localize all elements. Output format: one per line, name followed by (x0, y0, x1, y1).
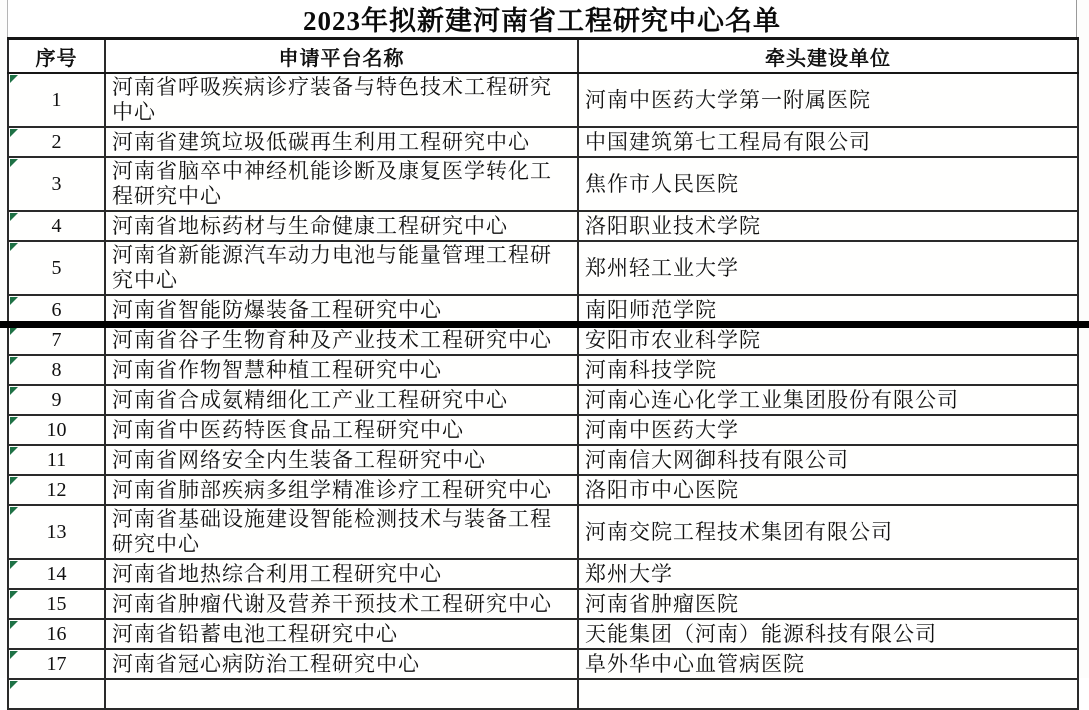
cell-serial-number (8, 445, 105, 475)
table-row (8, 505, 1078, 559)
cell-platform-name: 河南省智能防爆装备工程研究中心 (105, 295, 578, 325)
cell-platform-name: 河南省网络安全内生装备工程研究中心 (105, 445, 578, 475)
serial-number-text: 15 (46, 592, 67, 615)
cell-lead-unit: 河南心连心化学工业集团股份有限公司 (578, 385, 1078, 415)
cell-corner-triangle-icon (10, 561, 18, 569)
cell-corner-triangle-icon (10, 159, 18, 167)
table-body (8, 73, 1078, 709)
table-row (8, 241, 1078, 295)
cell-lead-unit: 洛阳市中心医院 (578, 475, 1078, 505)
table-row (8, 445, 1078, 475)
cell-serial-number (8, 559, 105, 589)
cell-platform-name: 河南省作物智慧种植工程研究中心 (105, 355, 578, 385)
cell-lead-unit: 中国建筑第七工程局有限公司 (578, 127, 1078, 157)
cell-platform-name: 河南省地热综合利用工程研究中心 (105, 559, 578, 589)
table-row (8, 385, 1078, 415)
header-lead-unit: 牵头建设单位 (578, 39, 1078, 74)
table-row (8, 73, 1078, 127)
cell-corner-triangle-icon (10, 297, 18, 305)
cell-lead-unit: 河南省肿瘤医院 (578, 589, 1078, 619)
cell-corner-triangle-icon (10, 75, 18, 83)
cell-serial-number (8, 73, 105, 127)
serial-number-text: 14 (46, 562, 67, 585)
cell-platform-name: 河南省合成氨精细化工产业工程研究中心 (105, 385, 578, 415)
cell-platform-name: 河南省脑卒中神经机能诊断及康复医学转化工程研究中心 (105, 157, 578, 211)
black-highlight-line (0, 321, 1089, 328)
table-row (8, 415, 1078, 445)
cell-platform-name: 河南省新能源汽车动力电池与能量管理工程研究中心 (105, 241, 578, 295)
table-row (8, 127, 1078, 157)
table-row (8, 619, 1078, 649)
cell-lead-unit: 河南科技学院 (578, 355, 1078, 385)
cell-lead-unit: 阜外华中心血管病医院 (578, 649, 1078, 679)
table-row (8, 649, 1078, 679)
serial-number-text: 10 (46, 418, 67, 441)
header-platform-name: 申请平台名称 (105, 39, 578, 74)
cell-platform-name: 河南省冠心病防治工程研究中心 (105, 649, 578, 679)
cell-platform-name (105, 679, 578, 709)
serial-number-text: 12 (46, 478, 67, 501)
serial-number-text: 3 (51, 172, 62, 195)
table-row (8, 211, 1078, 241)
cell-platform-name: 河南省谷子生物育种及产业技术工程研究中心 (105, 325, 578, 355)
cell-lead-unit: 安阳市农业科学院 (578, 325, 1078, 355)
cell-corner-triangle-icon (10, 243, 18, 251)
table-header (8, 39, 1078, 74)
cell-corner-triangle-icon (10, 327, 18, 335)
cell-corner-triangle-icon (10, 129, 18, 137)
cell-platform-name: 河南省中医药特医食品工程研究中心 (105, 415, 578, 445)
cell-corner-triangle-icon (10, 477, 18, 485)
cell-lead-unit: 焦作市人民医院 (578, 157, 1078, 211)
research-centers-table (7, 37, 1079, 710)
table-row-partial (8, 679, 1078, 709)
table-row (8, 559, 1078, 589)
serial-number-text: 1 (51, 88, 62, 111)
cell-corner-triangle-icon (10, 651, 18, 659)
cell-lead-unit: 天能集团（河南）能源科技有限公司 (578, 619, 1078, 649)
cell-corner-triangle-icon (10, 681, 18, 689)
table-row (8, 475, 1078, 505)
cell-serial-number (8, 679, 105, 709)
cell-serial-number (8, 355, 105, 385)
serial-number-text: 5 (51, 256, 62, 279)
cell-platform-name: 河南省地标药材与生命健康工程研究中心 (105, 211, 578, 241)
cell-serial-number (8, 649, 105, 679)
cell-platform-name: 河南省基础设施建设智能检测技术与装备工程研究中心 (105, 505, 578, 559)
cell-lead-unit: 南阳师范学院 (578, 295, 1078, 325)
serial-number-text: 13 (46, 520, 67, 543)
cell-platform-name: 河南省铅蓄电池工程研究中心 (105, 619, 578, 649)
serial-number-text: 11 (46, 448, 67, 471)
cell-corner-triangle-icon (10, 447, 18, 455)
header-row (8, 39, 1078, 74)
table-row (8, 589, 1078, 619)
serial-number-text: 16 (46, 622, 67, 645)
serial-number-text: 4 (51, 214, 62, 237)
cell-lead-unit: 河南交院工程技术集团有限公司 (578, 505, 1078, 559)
cell-platform-name: 河南省呼吸疾病诊疗装备与特色技术工程研究中心 (105, 73, 578, 127)
title-band (7, 0, 1077, 37)
spreadsheet-area (7, 0, 1077, 710)
serial-number-text: 7 (51, 328, 62, 351)
cell-lead-unit: 河南信大网御科技有限公司 (578, 445, 1078, 475)
page-title: 2023年拟新建河南省工程研究中心名单 (303, 6, 781, 36)
cell-corner-triangle-icon (10, 417, 18, 425)
cell-serial-number (8, 211, 105, 241)
cell-serial-number (8, 475, 105, 505)
cell-corner-triangle-icon (10, 507, 18, 515)
cell-corner-triangle-icon (10, 213, 18, 221)
serial-number-text: 8 (51, 358, 62, 381)
header-serial-number: 序号 (8, 39, 105, 74)
serial-number-text: 17 (46, 652, 67, 675)
table-row (8, 355, 1078, 385)
table-row (8, 325, 1078, 355)
cell-platform-name: 河南省肿瘤代谢及营养干预技术工程研究中心 (105, 589, 578, 619)
cell-serial-number (8, 505, 105, 559)
cell-lead-unit: 河南中医药大学 (578, 415, 1078, 445)
serial-number-text: 6 (51, 298, 62, 321)
cell-serial-number (8, 127, 105, 157)
cell-corner-triangle-icon (10, 591, 18, 599)
cell-serial-number (8, 385, 105, 415)
cell-serial-number (8, 157, 105, 211)
cell-serial-number (8, 325, 105, 355)
serial-number-text: 2 (51, 130, 62, 153)
serial-number-text: 9 (51, 388, 62, 411)
cell-lead-unit: 河南中医药大学第一附属医院 (578, 73, 1078, 127)
cell-lead-unit: 洛阳职业技术学院 (578, 211, 1078, 241)
cell-corner-triangle-icon (10, 621, 18, 629)
cell-platform-name: 河南省建筑垃圾低碳再生利用工程研究中心 (105, 127, 578, 157)
cell-serial-number (8, 589, 105, 619)
cell-lead-unit (578, 679, 1078, 709)
cell-serial-number (8, 415, 105, 445)
cell-corner-triangle-icon (10, 357, 18, 365)
cell-corner-triangle-icon (10, 387, 18, 395)
cell-lead-unit: 郑州轻工业大学 (578, 241, 1078, 295)
cell-platform-name: 河南省肺部疾病多组学精准诊疗工程研究中心 (105, 475, 578, 505)
cell-serial-number (8, 619, 105, 649)
cell-lead-unit: 郑州大学 (578, 559, 1078, 589)
cell-serial-number (8, 241, 105, 295)
table-row (8, 157, 1078, 211)
